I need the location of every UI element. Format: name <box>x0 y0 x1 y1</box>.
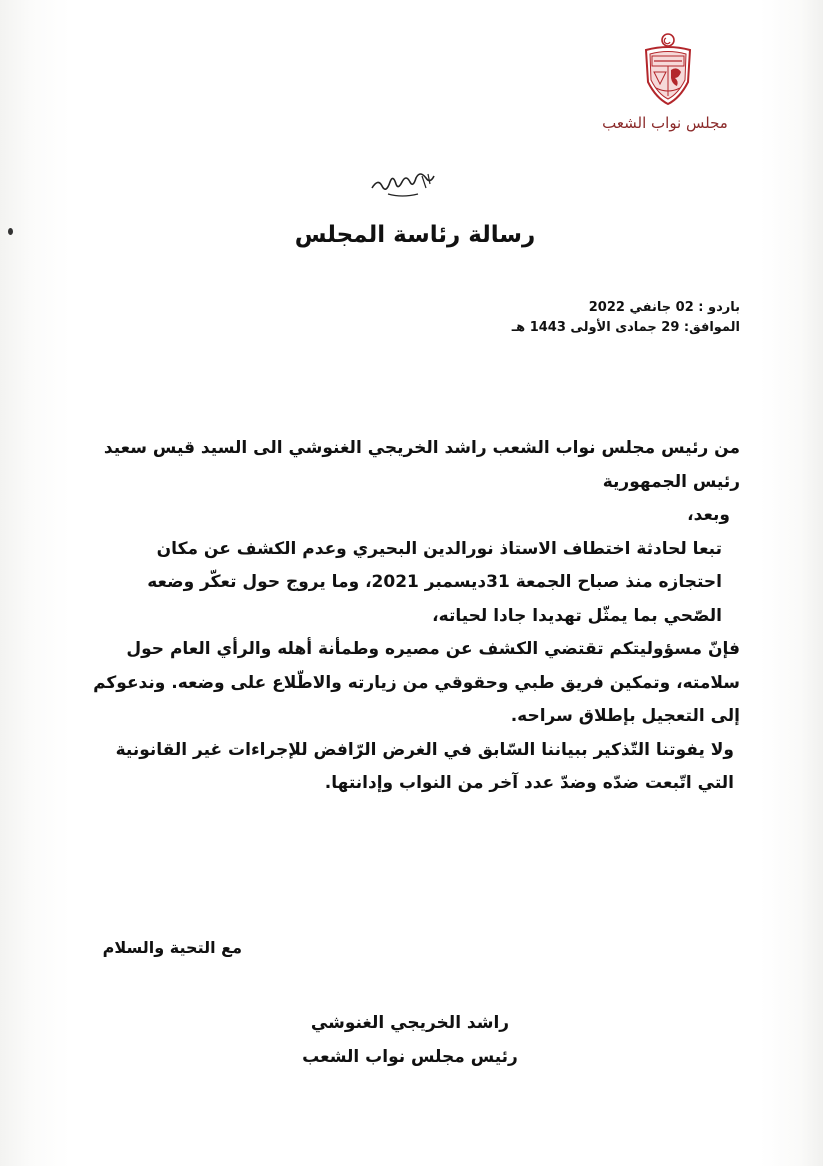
closing-salutation: مع التحية والسلام <box>102 938 242 957</box>
letter-body <box>90 432 740 801</box>
tunisia-parliament-emblem-icon <box>640 32 696 108</box>
addressee-title: رئيس الجمهورية <box>602 471 740 492</box>
paragraph-2: فإنّ مسؤوليتكم تقتضي الكشف عن مصيره وطمأنة أهله والرأي العام حول سلامته، وتمكين فريق طبي وحقوقي من زيارته والاطّلاع على وضعه. وندعوكم إلى التعجيل بإطلاق سراحه. <box>93 639 740 726</box>
signatory-block <box>290 1006 530 1074</box>
date-hijri: الموافق: 29 جمادى الأولى 1443 هـ <box>511 320 740 335</box>
paragraph-3: ولا يفوتنا التّذكير ببياننا السّابق في الغرض الرّافض للإجراءات غير القانونية التي اتّبعت ضدّه وضدّ عدد آخر من النواب وإدانتها. <box>115 739 734 793</box>
date-gregorian: باردو : 02 جانفي 2022 <box>588 300 740 315</box>
date-block <box>420 298 740 338</box>
initials-signature-icon <box>368 170 448 200</box>
greeting: وبعد، <box>687 505 730 525</box>
addressee-line: من رئيس مجلس نواب الشعب راشد الخريجي الغنوشي الى السيد قيس سعيد <box>103 438 740 458</box>
paragraph-1: تبعا لحادثة اختطاف الاستاذ نورالدين البحيري وعدم الكشف عن مكان احتجازه منذ صباح الجمعة 31ديسمبر 2021، وما يروج حول تعكّر وضعه الصّحي بما يمثّل تهديدا جادا لحياته، <box>147 538 722 626</box>
parliament-name: مجلس نواب الشعب <box>602 114 728 132</box>
signatory-name: راشد الخريجي الغنوشي <box>310 1013 510 1033</box>
scan-mark <box>8 228 13 235</box>
signatory-role: رئيس مجلس نواب الشعب <box>302 1047 518 1067</box>
letter-title: رسالة رئاسة المجلس <box>294 222 536 248</box>
